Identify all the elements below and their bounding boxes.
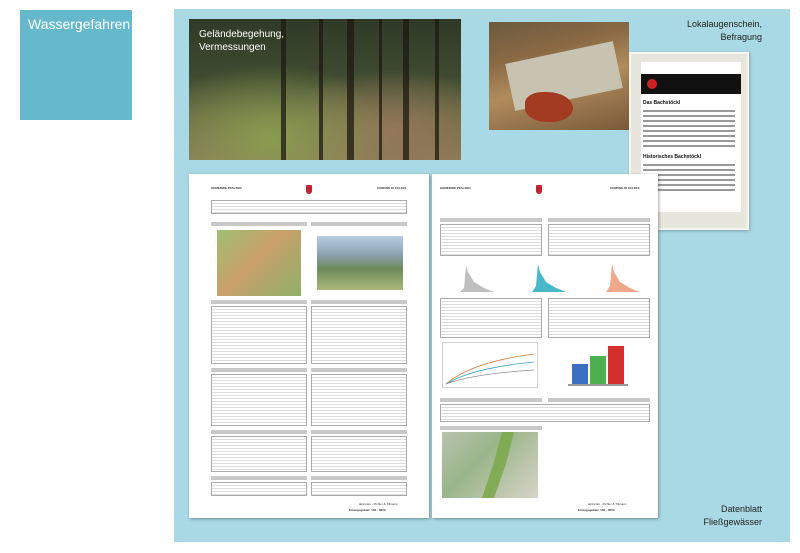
section-title: Wassergefahren [28,16,131,32]
photo-caption-line-2: Vermessungen [199,42,266,53]
photo-caption-line-1: Geländebegehung, [199,29,285,40]
right-doc-logo [536,185,542,194]
label-site-inspection-line-1: Lokalaugenschein, [686,19,762,29]
right-doc-hydrographs [440,258,650,294]
datasheet-page-left [189,174,429,518]
bar-blue [572,364,588,384]
forest-photo [189,19,461,160]
right-doc-footer-org: alpinplan - Pichler & Tillmann [588,502,627,506]
left-doc-footer-org: alpinplan - Pichler & Tillmann [359,502,398,506]
right-doc-header-right: COMUNE DI FALZES [610,186,640,190]
left-doc-footer-id: Einzugsgebiet: 150 - 0000 [349,508,386,512]
datasheet-page-right [432,174,658,518]
hydrograph-cyan [532,264,566,292]
bar-green [590,356,606,384]
right-doc-bar-chart [564,342,644,388]
right-doc-map-overlay [442,432,538,498]
section-title-box [20,10,132,120]
label-datasheet [680,503,762,529]
left-doc-landscape-photo [317,236,403,290]
left-doc-logo [306,185,312,194]
bar-red [608,346,624,384]
cabin-photo [489,22,629,130]
right-doc-line-chart [442,342,538,388]
left-doc-header-right: COMUNE DI FALZES [377,186,407,190]
left-doc-header-left: GEMEINDE PFALZEN [211,186,242,190]
sign-heading-1: Das Bachstöckl [643,100,681,106]
label-site-inspection [640,18,762,44]
label-site-inspection-line-2: Befragung [720,32,762,42]
hydrograph-salmon [606,264,640,292]
right-doc-footer-id: Einzugsgebiet: 150 - 0000 [578,508,615,512]
label-datasheet-line-2: Fließgewässer [703,517,762,527]
right-doc-header-left: GEMEINDE PFALZEN [440,186,471,190]
sign-heading-2: Historisches Bachstöckl [643,154,702,160]
label-datasheet-line-1: Datenblatt [720,504,762,514]
left-doc-map [217,230,301,296]
hydrograph-grey [460,266,494,292]
